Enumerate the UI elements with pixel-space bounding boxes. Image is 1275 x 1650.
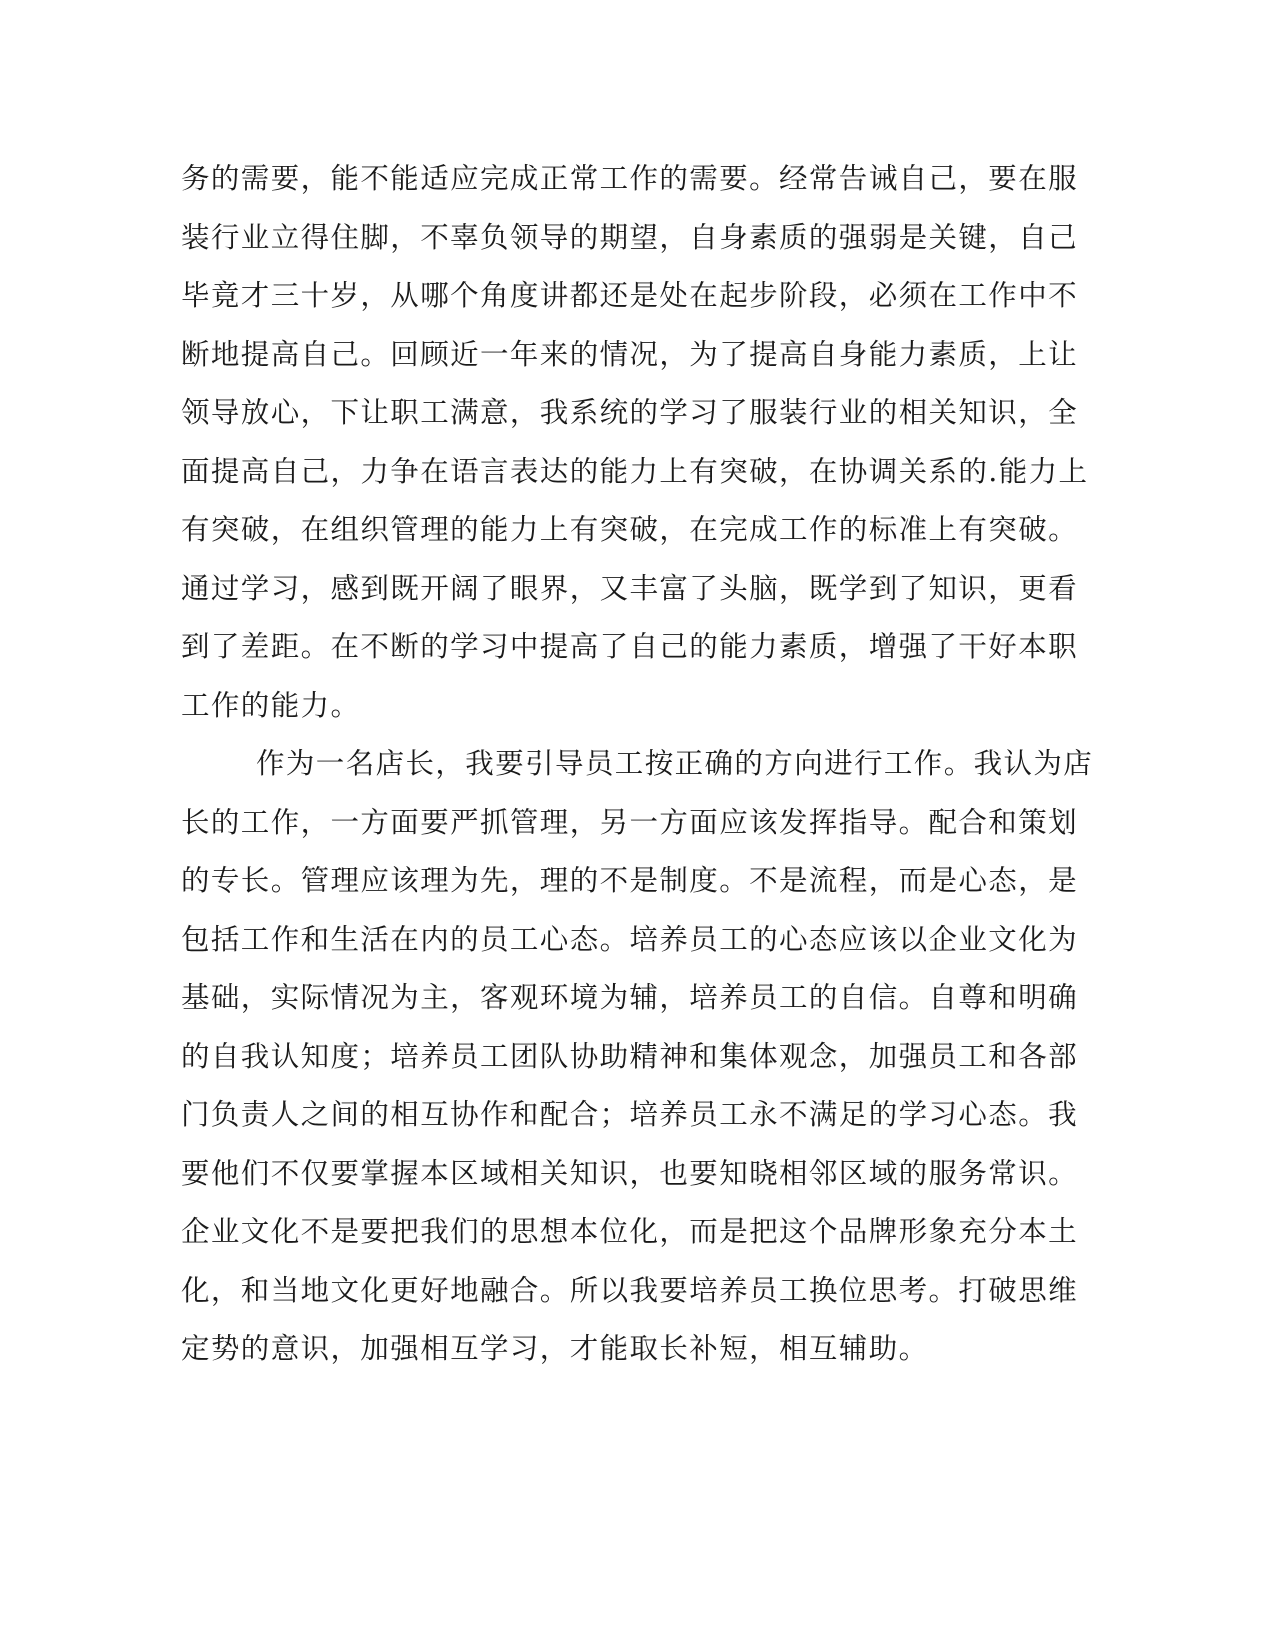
text-line: 到了差距。在不断的学习中提高了自己的能力素质，增强了干好本职 [181,630,1079,663]
text-line: 企业文化不是要把我们的思想本位化，而是把这个品牌形象充分本土 [181,1215,1079,1248]
text-line: 长的工作，一方面要严抓管理，另一方面应该发挥指导。配合和策划 [181,805,1079,839]
text-line: 有突破，在组织管理的能力上有突破，在完成工作的标准上有突破。 [181,513,1079,546]
text-line: 基础，实际情况为主，客观环境为辅，培养员工的自信。自尊和明确 [181,981,1079,1014]
document-body [181,150,1094,1379]
text-line: 领导放心，下让职工满意，我系统的学习了服装行业的相关知识，全 [181,396,1079,429]
text-line: 装行业立得住脚，不辜负领导的期望，自身素质的强弱是关键，自己 [181,220,1079,254]
text-line: 化，和当地文化更好地融合。所以我要培养员工换位思考。打破思维 [181,1273,1079,1307]
text-line: 的专长。管理应该理为先，理的不是制度。不是流程，而是心态，是 [181,864,1079,897]
text-line-indented: 作为一名店长，我要引导员工按正确的方向进行工作。我认为店 [256,747,1094,780]
text-line: 门负责人之间的相互协作和配合；培养员工永不满足的学习心态。我 [181,1098,1079,1131]
text-line: 面提高自己，力争在语言表达的能力上有突破，在协调关系的.能力上 [181,454,1089,488]
text-line: 工作的能力。 [181,688,361,722]
text-line: 毕竟才三十岁，从哪个角度讲都还是处在起步阶段，必须在工作中不 [181,279,1079,312]
text-line: 通过学习，感到既开阔了眼界，又丰富了头脑，既学到了知识，更看 [181,571,1079,605]
paragraph-1 [181,150,1089,735]
text-line: 包括工作和生活在内的员工心态。培养员工的心态应该以企业文化为 [181,922,1079,956]
text-line: 务的需要，能不能适应完成正常工作的需要。经常告诫自己，要在服 [181,162,1079,195]
paragraph-2 [181,735,1094,1379]
text-line: 定势的意识，加强相互学习，才能取长补短，相互辅助。 [181,1332,929,1365]
text-line: 断地提高自己。回顾近一年来的情况，为了提高自身能力素质，上让 [181,337,1079,371]
text-line: 的自我认知度；培养员工团队协助精神和集体观念，加强员工和各部 [181,1039,1079,1073]
text-line: 要他们不仅要掌握本区域相关知识，也要知晓相邻区域的服务常识。 [181,1156,1079,1190]
